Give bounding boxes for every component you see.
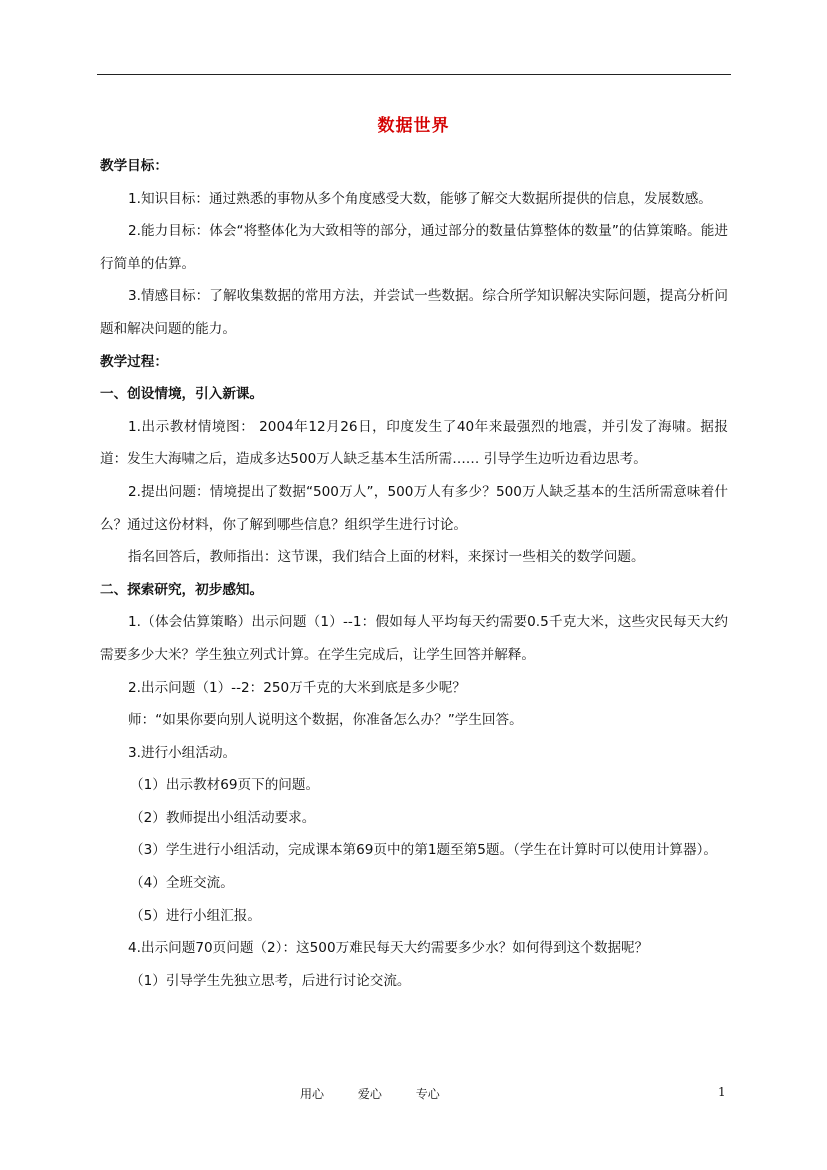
list-item: （5）进行小组汇报。 — [130, 907, 261, 924]
list-item: （1）引导学生先独立思考，后进行讨论交流。 — [130, 972, 411, 989]
footer-motto-item: 爱心 — [357, 1087, 382, 1101]
page-footer — [0, 1085, 827, 1105]
list-item: （3）学生进行小组活动，完成课本第69页中的第1题至第5题。（学生在计算时可以使用计算器）。 — [130, 842, 717, 859]
section-heading-part-two: 二、探索研究，初步感知。 — [100, 581, 264, 598]
paragraph-question-2: 4.出示问题70页问题（2）：这500万难民每天大约需要多少水？如何得到这个数据呢？ — [128, 940, 649, 957]
footer-motto — [300, 1085, 500, 1102]
section-heading-process: 教学过程： — [100, 353, 168, 370]
paragraph-ability-goal: 2.能力目标：体会“将整体化为大致相等的部分，通过部分的数量估算整体的数量”的估算策略。能进行简单的估算。 — [100, 223, 728, 272]
section-heading-part-one: 一、创设情境，引入新课。 — [100, 386, 264, 403]
document-title: 数据世界 — [377, 116, 450, 136]
paragraph-question-1-2: 2.出示问题（1）--2：250万千克的大米到底是多少呢？ — [128, 679, 466, 696]
paragraph-emotion-goal: 3.情感目标：了解收集数据的常用方法，并尝试一些数据。综合所学知识解决实际问题，提高分析问题和解决问题的能力。 — [100, 288, 728, 337]
paragraph-question-1-1: 1.（体会估算策略）出示问题（1）--1：假如每人平均每天约需要0.5千克大米，这些灾民每天大约需要多少大米？学生独立列式计算。在学生完成后，让学生回答并解释。 — [100, 614, 728, 663]
paragraph-teacher-prompt: 师：“如果你要向别人说明这个数据，你准备怎么办？”学生回答。 — [128, 712, 523, 729]
document-body — [100, 150, 728, 997]
section-heading-objectives: 教学目标： — [100, 158, 168, 174]
footer-motto-item: 用心 — [300, 1087, 325, 1101]
footer-motto-item: 专心 — [415, 1087, 440, 1101]
paragraph-group-activity: 3.进行小组活动。 — [128, 744, 237, 761]
list-item: （2）教师提出小组活动要求。 — [130, 809, 316, 826]
paragraph-show-scene: 1.出示教材情境图： 2004年12月26日，印度发生了40年来最强烈的地震，并引发了海啸。据报道：发生大海啸之后，造成多达500万人缺乏基本生活所需…… 引导学生边听边看边思考。 — [100, 418, 728, 468]
paragraph-raise-question: 2.提出问题：情境提出了数据“500万人”，500万人有多少？500万人缺乏基本的生活所需意味着什么？通过这份材料，你了解到哪些信息？组织学生进行讨论。 — [100, 483, 728, 533]
page-number: 1 — [718, 1085, 726, 1099]
list-item: （1）出示教材69页下的问题。 — [130, 777, 320, 794]
list-item: （4）全班交流。 — [130, 875, 234, 892]
paragraph-teacher-note: 指名回答后，教师指出：这节课，我们结合上面的材料，来探讨一些相关的数学问题。 — [128, 549, 645, 566]
paragraph-knowledge-goal: 1.知识目标：通过熟悉的事物从多个角度感受大数，能够了解交大数据所提供的信息，发展数感。 — [128, 190, 712, 207]
header-rule — [97, 74, 731, 75]
